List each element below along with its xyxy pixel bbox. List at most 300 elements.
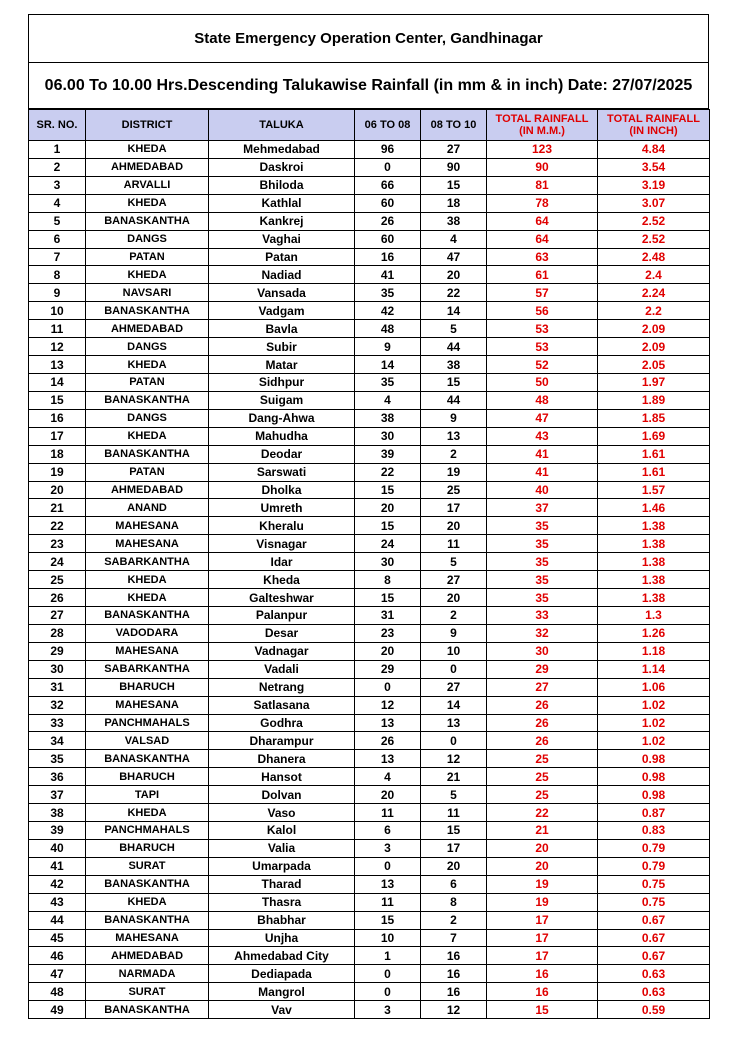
cell-06-to-08: 15 (355, 481, 421, 499)
cell-total-mm: 52 (487, 356, 598, 374)
cell-08-to-10: 38 (421, 356, 487, 374)
cell-total-inch: 1.85 (598, 409, 710, 427)
cell-06-to-08: 48 (355, 320, 421, 338)
cell-district: BANASKANTHA (86, 391, 209, 409)
cell-08-to-10: 10 (421, 642, 487, 660)
cell-district: MAHESANA (86, 535, 209, 553)
cell-taluka: Visnagar (209, 535, 355, 553)
cell-district: BHARUCH (86, 768, 209, 786)
cell-sr-no: 14 (29, 373, 86, 391)
cell-district: DANGS (86, 338, 209, 356)
cell-total-inch: 1.57 (598, 481, 710, 499)
header-total-inch (598, 110, 710, 141)
table-row (29, 212, 710, 230)
cell-district: SURAT (86, 857, 209, 875)
cell-district: AHMEDABAD (86, 947, 209, 965)
cell-sr-no: 18 (29, 445, 86, 463)
cell-06-to-08: 60 (355, 194, 421, 212)
table-row (29, 481, 710, 499)
table-row (29, 409, 710, 427)
cell-08-to-10: 19 (421, 463, 487, 481)
cell-taluka: Kathlal (209, 194, 355, 212)
cell-district: NAVSARI (86, 284, 209, 302)
cell-06-to-08: 20 (355, 642, 421, 660)
cell-08-to-10: 90 (421, 158, 487, 176)
table-row (29, 284, 710, 302)
cell-sr-no: 20 (29, 481, 86, 499)
cell-total-mm: 35 (487, 517, 598, 535)
cell-total-inch: 1.69 (598, 427, 710, 445)
cell-total-inch: 3.54 (598, 158, 710, 176)
cell-total-mm: 16 (487, 965, 598, 983)
cell-district: BHARUCH (86, 678, 209, 696)
cell-total-mm: 48 (487, 391, 598, 409)
cell-taluka: Mehmedabad (209, 141, 355, 159)
cell-taluka: Dediapada (209, 965, 355, 983)
cell-06-to-08: 42 (355, 302, 421, 320)
cell-06-to-08: 24 (355, 535, 421, 553)
cell-district: MAHESANA (86, 517, 209, 535)
table-row (29, 606, 710, 624)
cell-taluka: Tharad (209, 875, 355, 893)
cell-taluka: Mahudha (209, 427, 355, 445)
cell-district: PANCHMAHALS (86, 714, 209, 732)
cell-total-mm: 19 (487, 875, 598, 893)
cell-total-mm: 64 (487, 212, 598, 230)
cell-sr-no: 16 (29, 409, 86, 427)
cell-taluka: Vaso (209, 804, 355, 822)
cell-total-inch: 2.05 (598, 356, 710, 374)
cell-total-mm: 26 (487, 732, 598, 750)
table-row (29, 965, 710, 983)
cell-total-inch: 1.97 (598, 373, 710, 391)
cell-total-mm: 15 (487, 1001, 598, 1019)
cell-06-to-08: 9 (355, 338, 421, 356)
table-row (29, 696, 710, 714)
cell-06-to-08: 13 (355, 750, 421, 768)
cell-total-mm: 33 (487, 606, 598, 624)
cell-taluka: Bavla (209, 320, 355, 338)
cell-06-to-08: 35 (355, 284, 421, 302)
cell-taluka: Ahmedabad City (209, 947, 355, 965)
cell-total-mm: 35 (487, 589, 598, 607)
cell-total-mm: 47 (487, 409, 598, 427)
cell-sr-no: 6 (29, 230, 86, 248)
cell-total-mm: 43 (487, 427, 598, 445)
cell-taluka: Dharampur (209, 732, 355, 750)
cell-sr-no: 24 (29, 553, 86, 571)
cell-district: KHEDA (86, 356, 209, 374)
cell-06-to-08: 3 (355, 839, 421, 857)
cell-06-to-08: 0 (355, 158, 421, 176)
cell-taluka: Idar (209, 553, 355, 571)
cell-sr-no: 36 (29, 768, 86, 786)
cell-district: SABARKANTHA (86, 553, 209, 571)
cell-06-to-08: 31 (355, 606, 421, 624)
cell-taluka: Mangrol (209, 983, 355, 1001)
cell-08-to-10: 47 (421, 248, 487, 266)
cell-sr-no: 12 (29, 338, 86, 356)
cell-total-inch: 2.2 (598, 302, 710, 320)
cell-total-inch: 2.09 (598, 320, 710, 338)
header-total-inch-line1: TOTAL RAINFALL (607, 113, 700, 125)
cell-total-inch: 1.02 (598, 714, 710, 732)
cell-total-mm: 26 (487, 696, 598, 714)
cell-08-to-10: 6 (421, 875, 487, 893)
cell-08-to-10: 20 (421, 517, 487, 535)
table-row (29, 391, 710, 409)
table-row (29, 553, 710, 571)
cell-total-mm: 17 (487, 929, 598, 947)
cell-06-to-08: 38 (355, 409, 421, 427)
cell-08-to-10: 14 (421, 302, 487, 320)
cell-taluka: Matar (209, 356, 355, 374)
cell-total-inch: 2.24 (598, 284, 710, 302)
cell-08-to-10: 27 (421, 678, 487, 696)
cell-taluka: Kheralu (209, 517, 355, 535)
cell-06-to-08: 15 (355, 589, 421, 607)
cell-district: MAHESANA (86, 929, 209, 947)
cell-sr-no: 1 (29, 141, 86, 159)
cell-08-to-10: 38 (421, 212, 487, 230)
table-row (29, 517, 710, 535)
cell-sr-no: 13 (29, 356, 86, 374)
cell-taluka: Daskroi (209, 158, 355, 176)
cell-total-mm: 41 (487, 445, 598, 463)
cell-total-inch: 0.79 (598, 857, 710, 875)
cell-06-to-08: 15 (355, 517, 421, 535)
cell-total-mm: 17 (487, 947, 598, 965)
table-row (29, 589, 710, 607)
cell-sr-no: 8 (29, 266, 86, 284)
cell-district: AHMEDABAD (86, 320, 209, 338)
table-row (29, 571, 710, 589)
table-row (29, 804, 710, 822)
cell-08-to-10: 25 (421, 481, 487, 499)
cell-district: KHEDA (86, 571, 209, 589)
report-title: State Emergency Operation Center, Gandhinagar (28, 14, 709, 63)
cell-08-to-10: 12 (421, 750, 487, 768)
cell-total-mm: 61 (487, 266, 598, 284)
table-row (29, 929, 710, 947)
cell-district: BHARUCH (86, 839, 209, 857)
cell-sr-no: 34 (29, 732, 86, 750)
cell-sr-no: 25 (29, 571, 86, 589)
cell-taluka: Nadiad (209, 266, 355, 284)
cell-06-to-08: 3 (355, 1001, 421, 1019)
cell-08-to-10: 9 (421, 409, 487, 427)
cell-08-to-10: 44 (421, 391, 487, 409)
cell-total-mm: 57 (487, 284, 598, 302)
cell-sr-no: 38 (29, 804, 86, 822)
table-row (29, 678, 710, 696)
table-row (29, 194, 710, 212)
table-row (29, 230, 710, 248)
cell-total-mm: 81 (487, 176, 598, 194)
cell-total-inch: 0.98 (598, 786, 710, 804)
cell-total-mm: 19 (487, 893, 598, 911)
cell-sr-no: 7 (29, 248, 86, 266)
cell-total-mm: 27 (487, 678, 598, 696)
cell-district: PATAN (86, 373, 209, 391)
cell-district: NARMADA (86, 965, 209, 983)
cell-district: PANCHMAHALS (86, 822, 209, 840)
cell-total-inch: 1.3 (598, 606, 710, 624)
cell-district: KHEDA (86, 589, 209, 607)
cell-total-inch: 2.52 (598, 212, 710, 230)
cell-total-mm: 22 (487, 804, 598, 822)
cell-total-mm: 17 (487, 911, 598, 929)
cell-taluka: Suigam (209, 391, 355, 409)
table-header (29, 110, 710, 141)
cell-total-inch: 1.38 (598, 517, 710, 535)
cell-district: VALSAD (86, 732, 209, 750)
cell-taluka: Palanpur (209, 606, 355, 624)
cell-taluka: Thasra (209, 893, 355, 911)
cell-06-to-08: 0 (355, 965, 421, 983)
cell-total-inch: 3.07 (598, 194, 710, 212)
table-row (29, 445, 710, 463)
cell-total-inch: 1.46 (598, 499, 710, 517)
table-row (29, 893, 710, 911)
cell-total-inch: 1.02 (598, 732, 710, 750)
cell-sr-no: 23 (29, 535, 86, 553)
cell-08-to-10: 17 (421, 499, 487, 517)
header-sr-no: SR. NO. (29, 110, 86, 141)
cell-total-inch: 1.38 (598, 535, 710, 553)
table-row (29, 714, 710, 732)
cell-total-inch: 1.38 (598, 589, 710, 607)
cell-total-mm: 32 (487, 624, 598, 642)
cell-total-inch: 3.19 (598, 176, 710, 194)
cell-sr-no: 33 (29, 714, 86, 732)
cell-08-to-10: 0 (421, 732, 487, 750)
cell-district: MAHESANA (86, 696, 209, 714)
rainfall-report (28, 14, 709, 1019)
cell-sr-no: 44 (29, 911, 86, 929)
cell-08-to-10: 5 (421, 786, 487, 804)
cell-sr-no: 46 (29, 947, 86, 965)
cell-sr-no: 31 (29, 678, 86, 696)
cell-total-inch: 0.75 (598, 875, 710, 893)
cell-district: SABARKANTHA (86, 660, 209, 678)
cell-total-inch: 2.09 (598, 338, 710, 356)
cell-total-mm: 123 (487, 141, 598, 159)
cell-sr-no: 10 (29, 302, 86, 320)
cell-08-to-10: 5 (421, 320, 487, 338)
cell-district: BANASKANTHA (86, 911, 209, 929)
cell-total-mm: 41 (487, 463, 598, 481)
table-row (29, 875, 710, 893)
cell-08-to-10: 12 (421, 1001, 487, 1019)
cell-08-to-10: 2 (421, 445, 487, 463)
table-row (29, 947, 710, 965)
cell-district: BANASKANTHA (86, 875, 209, 893)
cell-08-to-10: 5 (421, 553, 487, 571)
cell-06-to-08: 1 (355, 947, 421, 965)
cell-district: PATAN (86, 248, 209, 266)
table-row (29, 176, 710, 194)
report-subtitle: 06.00 To 10.00 Hrs.Descending Talukawise Rainfall (in mm & in inch) Date: 27/07/2025 (28, 63, 709, 109)
cell-sr-no: 47 (29, 965, 86, 983)
cell-district: KHEDA (86, 804, 209, 822)
cell-sr-no: 17 (29, 427, 86, 445)
cell-06-to-08: 0 (355, 678, 421, 696)
cell-08-to-10: 16 (421, 965, 487, 983)
cell-total-mm: 50 (487, 373, 598, 391)
cell-sr-no: 35 (29, 750, 86, 768)
cell-total-inch: 0.98 (598, 750, 710, 768)
table-row (29, 248, 710, 266)
header-06-to-08: 06 TO 08 (355, 110, 421, 141)
cell-08-to-10: 11 (421, 535, 487, 553)
cell-total-mm: 25 (487, 786, 598, 804)
table-row (29, 535, 710, 553)
cell-total-inch: 0.83 (598, 822, 710, 840)
table-row (29, 732, 710, 750)
table-row (29, 356, 710, 374)
cell-sr-no: 11 (29, 320, 86, 338)
cell-total-inch: 2.4 (598, 266, 710, 284)
cell-taluka: Deodar (209, 445, 355, 463)
cell-total-inch: 1.18 (598, 642, 710, 660)
cell-district: SURAT (86, 983, 209, 1001)
cell-total-mm: 29 (487, 660, 598, 678)
cell-taluka: Sidhpur (209, 373, 355, 391)
cell-sr-no: 19 (29, 463, 86, 481)
cell-total-mm: 20 (487, 857, 598, 875)
cell-total-mm: 25 (487, 750, 598, 768)
cell-sr-no: 43 (29, 893, 86, 911)
cell-total-mm: 63 (487, 248, 598, 266)
header-total-inch-line2: (IN INCH) (629, 125, 678, 137)
cell-sr-no: 3 (29, 176, 86, 194)
cell-sr-no: 28 (29, 624, 86, 642)
cell-sr-no: 30 (29, 660, 86, 678)
rainfall-table (28, 109, 710, 1019)
cell-district: BANASKANTHA (86, 302, 209, 320)
cell-district: AHMEDABAD (86, 481, 209, 499)
table-row (29, 624, 710, 642)
cell-06-to-08: 30 (355, 427, 421, 445)
cell-sr-no: 22 (29, 517, 86, 535)
cell-taluka: Dholka (209, 481, 355, 499)
cell-total-inch: 1.06 (598, 678, 710, 696)
cell-total-inch: 1.14 (598, 660, 710, 678)
cell-total-inch: 2.48 (598, 248, 710, 266)
cell-district: BANASKANTHA (86, 445, 209, 463)
header-district: DISTRICT (86, 110, 209, 141)
cell-08-to-10: 15 (421, 176, 487, 194)
cell-total-mm: 53 (487, 320, 598, 338)
cell-sr-no: 32 (29, 696, 86, 714)
cell-06-to-08: 13 (355, 875, 421, 893)
cell-08-to-10: 2 (421, 606, 487, 624)
cell-08-to-10: 9 (421, 624, 487, 642)
cell-06-to-08: 41 (355, 266, 421, 284)
cell-06-to-08: 26 (355, 212, 421, 230)
cell-sr-no: 45 (29, 929, 86, 947)
cell-sr-no: 37 (29, 786, 86, 804)
cell-taluka: Dolvan (209, 786, 355, 804)
table-row (29, 839, 710, 857)
cell-08-to-10: 0 (421, 660, 487, 678)
table-row (29, 857, 710, 875)
table-row (29, 463, 710, 481)
cell-total-inch: 0.63 (598, 965, 710, 983)
cell-total-inch: 0.67 (598, 947, 710, 965)
cell-taluka: Kalol (209, 822, 355, 840)
table-row (29, 499, 710, 517)
cell-06-to-08: 96 (355, 141, 421, 159)
cell-sr-no: 4 (29, 194, 86, 212)
cell-total-inch: 0.75 (598, 893, 710, 911)
cell-district: DANGS (86, 409, 209, 427)
cell-sr-no: 2 (29, 158, 86, 176)
cell-taluka: Vav (209, 1001, 355, 1019)
header-taluka: TALUKA (209, 110, 355, 141)
cell-taluka: Vadgam (209, 302, 355, 320)
cell-08-to-10: 2 (421, 911, 487, 929)
cell-total-inch: 1.61 (598, 463, 710, 481)
cell-08-to-10: 13 (421, 714, 487, 732)
cell-district: DANGS (86, 230, 209, 248)
cell-total-inch: 1.26 (598, 624, 710, 642)
cell-06-to-08: 10 (355, 929, 421, 947)
cell-06-to-08: 14 (355, 356, 421, 374)
table-row (29, 302, 710, 320)
cell-district: TAPI (86, 786, 209, 804)
cell-taluka: Subir (209, 338, 355, 356)
cell-06-to-08: 60 (355, 230, 421, 248)
table-row (29, 911, 710, 929)
cell-sr-no: 15 (29, 391, 86, 409)
cell-08-to-10: 17 (421, 839, 487, 857)
cell-taluka: Umreth (209, 499, 355, 517)
cell-06-to-08: 39 (355, 445, 421, 463)
cell-total-inch: 4.84 (598, 141, 710, 159)
header-total-mm-line1: TOTAL RAINFALL (495, 113, 589, 125)
cell-district: KHEDA (86, 266, 209, 284)
cell-08-to-10: 20 (421, 266, 487, 284)
cell-08-to-10: 44 (421, 338, 487, 356)
cell-taluka: Satlasana (209, 696, 355, 714)
cell-district: BANASKANTHA (86, 1001, 209, 1019)
cell-taluka: Dhanera (209, 750, 355, 768)
cell-08-to-10: 4 (421, 230, 487, 248)
cell-sr-no: 48 (29, 983, 86, 1001)
table-row (29, 786, 710, 804)
cell-total-inch: 0.67 (598, 929, 710, 947)
cell-08-to-10: 13 (421, 427, 487, 445)
cell-06-to-08: 4 (355, 391, 421, 409)
cell-total-mm: 21 (487, 822, 598, 840)
cell-06-to-08: 29 (355, 660, 421, 678)
cell-district: PATAN (86, 463, 209, 481)
cell-taluka: Unjha (209, 929, 355, 947)
cell-district: KHEDA (86, 893, 209, 911)
cell-total-inch: 0.59 (598, 1001, 710, 1019)
cell-district: AHMEDABAD (86, 158, 209, 176)
table-row (29, 1001, 710, 1019)
cell-06-to-08: 6 (355, 822, 421, 840)
table-row (29, 320, 710, 338)
cell-08-to-10: 20 (421, 857, 487, 875)
cell-taluka: Desar (209, 624, 355, 642)
cell-08-to-10: 14 (421, 696, 487, 714)
cell-06-to-08: 23 (355, 624, 421, 642)
cell-taluka: Vaghai (209, 230, 355, 248)
